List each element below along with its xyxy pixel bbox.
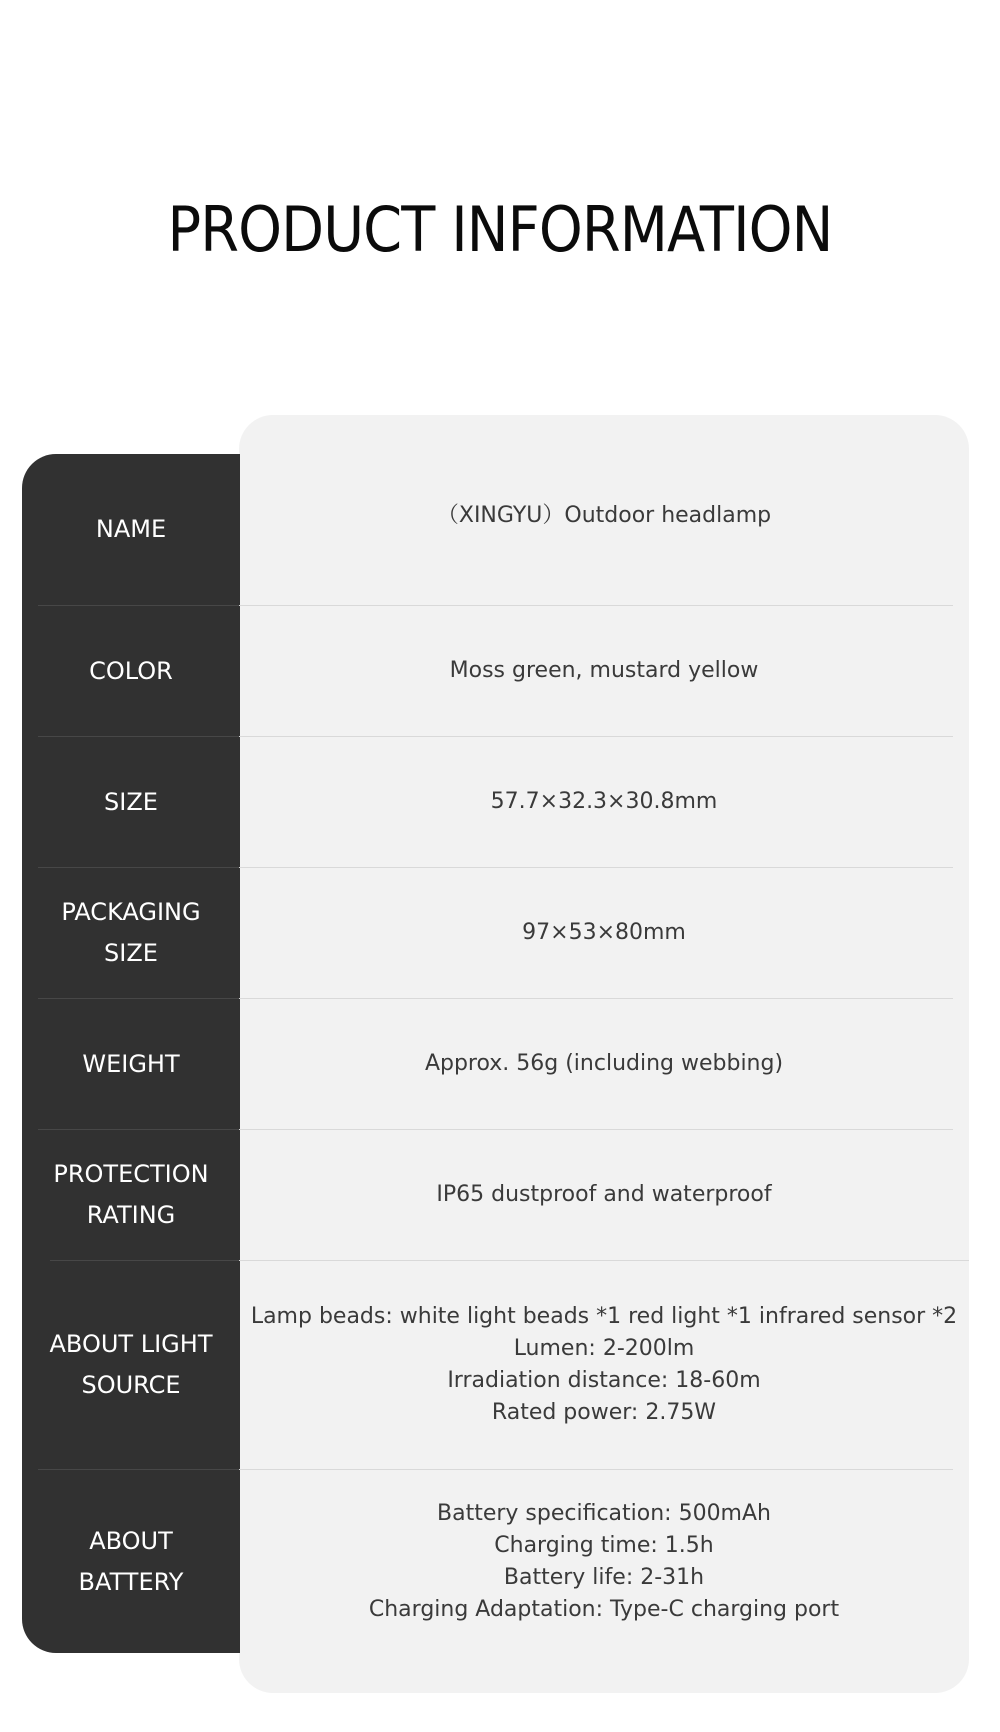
spec-label: WEIGHT [82, 1049, 180, 1078]
spec-value [239, 868, 969, 998]
spec-value-line: （XINGYU）Outdoor headlamp [436, 502, 772, 528]
spec-value [239, 1261, 969, 1469]
spec-value-line: Lumen: 2-200lm [513, 1336, 695, 1361]
spec-row-size [0, 737, 1000, 867]
spec-label: NAME [95, 515, 167, 543]
spec-label: COLOR [89, 656, 173, 685]
spec-value-line: Battery life: 2-31h [503, 1564, 705, 1590]
spec-value-line: Approx. 56g (including webbing) [424, 1051, 784, 1076]
spec-label: ABOUT BATTERY [78, 1526, 184, 1596]
spec-row-name [0, 454, 1000, 605]
spec-row-battery [0, 1470, 1000, 1653]
spec-value-line: Rated power: 2.75W [491, 1400, 717, 1425]
spec-value-line: 97×53×80mm [522, 920, 686, 945]
spec-value-line: IP65 dustproof and waterproof [436, 1182, 772, 1207]
spec-value [239, 1470, 969, 1653]
spec-row-weight [0, 999, 1000, 1129]
spec-value-line: Charging time: 1.5h [494, 1532, 714, 1558]
spec-value-line: Charging Adaptation: Type-C charging port [368, 1596, 840, 1622]
spec-value-line: Moss green, mustard yellow [449, 658, 759, 683]
spec-value [239, 999, 969, 1129]
spec-value [239, 1130, 969, 1260]
spec-value-line: 57.7×32.3×30.8mm [490, 789, 718, 814]
spec-value-line: Irradiation distance: 18-60m [447, 1368, 761, 1393]
page-title: PRODUCT INFORMATION [167, 193, 833, 266]
spec-label: SIZE [104, 787, 158, 816]
spec-value [239, 737, 969, 867]
spec-value [239, 606, 969, 736]
spec-value-line: Battery specification: 500mAh [437, 1500, 771, 1526]
spec-value [239, 454, 969, 605]
spec-row-packaging-size [0, 868, 1000, 998]
spec-row-color [0, 606, 1000, 736]
spec-row-light-source [0, 1261, 1000, 1469]
spec-value-line: Lamp beads: white light beads *1 red light *1 infrared sensor *2 [250, 1304, 958, 1329]
spec-row-protection-rating [0, 1130, 1000, 1260]
spec-label: ABOUT LIGHT SOURCE [49, 1330, 213, 1399]
spec-label: PACKAGING SIZE [61, 898, 201, 967]
spec-label: PROTECTION RATING [53, 1160, 209, 1229]
